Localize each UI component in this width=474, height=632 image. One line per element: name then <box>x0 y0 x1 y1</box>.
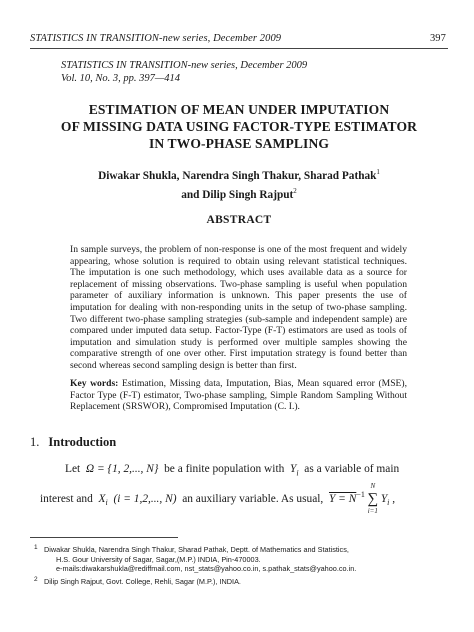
header-rule <box>30 48 448 49</box>
footnote-1-mark: 1 <box>34 544 38 551</box>
journal-ref-line1: STATISTICS IN TRANSITION-new series, December 2009 <box>61 60 308 71</box>
footnote-2-line-1: Dilip Singh Rajput, Govt. College, Rehli, Sagar (M.P.), INDIA. <box>44 577 241 586</box>
journal-ref-line2: Vol. 10, No. 3, pp. 397—414 <box>61 73 181 84</box>
title-line-1: ESTIMATION OF MEAN UNDER IMPUTATION <box>88 102 390 117</box>
title-line-2: OF MISSING DATA USING FACTOR-TYPE ESTIMATOR <box>60 119 418 134</box>
variable-x: X <box>98 492 106 505</box>
abstract-heading: ABSTRACT <box>206 214 272 226</box>
keywords-text: Estimation, Missing data, Imputation, Bias, Mean squared error (MSE), Factor Type (F-T) estimator, Two-phase sampling, Simple Random Sampling Without Replacement (SRSWOR), Compromised Imputation (C. I.). <box>70 378 407 413</box>
intro-line-2: interest and $X_i$ (i = 1,2,..., N) an auxiliary variable. As usual, $Y = N^{-1}$ N ∑ i=1 $Y_i$ , <box>40 481 396 515</box>
omega-set: Ω = {1, 2,..., N} <box>85 463 159 475</box>
authors-line-2: and Dilip Singh Rajput <box>181 188 294 201</box>
index-range: (i = 1,2,..., N) <box>113 492 177 505</box>
paper-title <box>30 101 448 152</box>
author-footnote-mark-2: 2 <box>293 186 297 195</box>
variable-y: Y <box>290 463 297 475</box>
running-title: STATISTICS IN TRANSITION-new series, December 2009 <box>30 33 282 44</box>
footnote-1-line-3: e-mails:diwakarshukla@rediffmail.com, nst_stats@yahoo.co.in, s.pathak_stats@yahoo.co.in. <box>56 564 357 573</box>
page-number: 397 <box>429 33 446 44</box>
section-title: Introduction <box>48 435 117 449</box>
abstract-text: In sample surveys, the problem of non-response is one of the most frequent and widely appearing, whose solution is required to obtain using relevant statistical techniques. The imputation is one such methodology, which uses available data as a source for replacement of missing observations. Two-phase sampling is useful when population parameter of auxiliary information is unknown. This paper presents the use of imputation for dealing with non-responding units in the setup of two-phase sampling. Two different two-phase sampling strategies (sub-sample and independent sample) are compared under imputed data setup. Factor-Type (F-T) estimators are used as tools of imputation and simulation study is performed over multiple samples showing the comparative strength of one over other. First imputation strategy is found better than second whereas second sampling design is better than first. <box>70 244 407 371</box>
title-line-3: IN TWO-PHASE SAMPLING <box>148 136 330 151</box>
footnote-1-line-2: H.S. Gour University of Sagar, Sagar,(M.P.) INDIA, Pin-470003. <box>56 554 261 564</box>
keywords-label: Key words: <box>70 378 119 389</box>
section-number: 1. <box>30 435 40 449</box>
footnote-rule <box>30 537 178 538</box>
summation-symbol: N ∑ i=1 <box>367 481 379 515</box>
authors-line-1: Diwakar Shukla, Narendra Singh Thakur, Sharad Pathak <box>98 169 377 182</box>
footnote-2-mark: 2 <box>34 576 38 583</box>
footnote-1-line-1: Diwakar Shukla, Narendra Singh Thakur, Sharad Pathak, Deptt. of Mathematics and Statistics, <box>44 545 349 554</box>
section-heading-introduction <box>30 435 116 450</box>
footnote-1 <box>34 545 446 574</box>
mean-formula: Y = N <box>328 492 357 505</box>
author-footnote-mark-1: 1 <box>376 168 380 176</box>
intro-line-1: Let Ω = {1, 2,..., N} be a finite population with $Y_i$ as a variable of main <box>65 463 400 478</box>
footnote-2 <box>34 577 446 587</box>
keywords <box>70 378 407 413</box>
author-list <box>30 165 448 203</box>
running-header <box>30 33 446 44</box>
